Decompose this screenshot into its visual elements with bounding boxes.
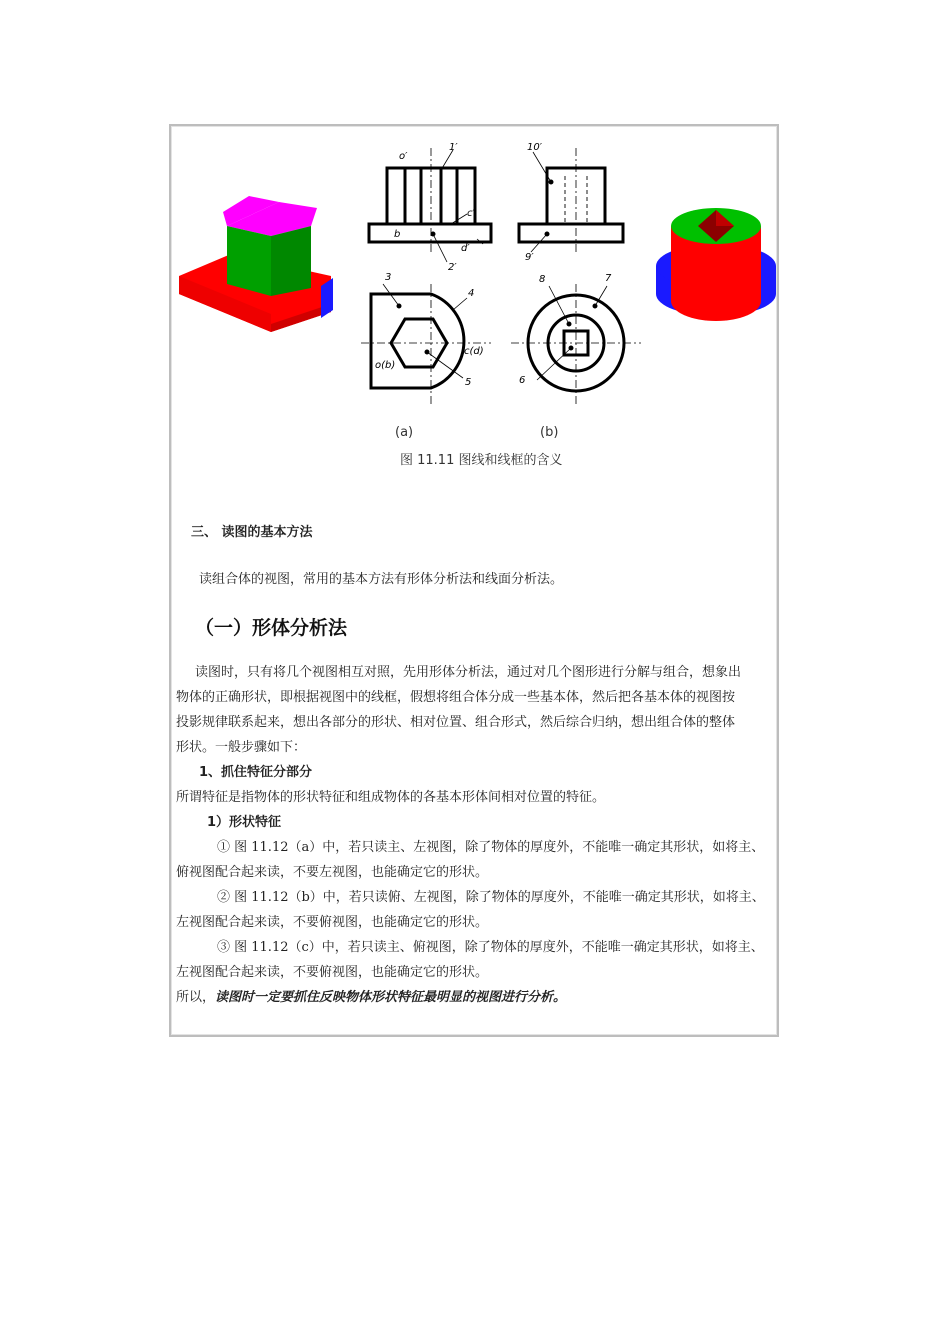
para1-line4: 形状。一般步骤如下： (176, 740, 307, 755)
label-a-4: 4 (468, 288, 475, 299)
view-b-top (511, 284, 641, 404)
label-a-2: 2′ (448, 262, 457, 273)
label-a-1: 1′ (449, 142, 458, 153)
step1-title: 1、抓住特征分部分 (199, 765, 313, 780)
step1-desc: 所谓特征是指物体的形状特征和组成物体的各基本形体间相对位置的特征。 (176, 790, 606, 805)
label-a-5: 5 (465, 377, 472, 388)
subfigure-a-label: (a) (395, 425, 414, 440)
para1-line3: 投影规律联系起来，想出各部分的形状、相对位置、组合形式，然后综合归纳，想出组合体的整体 (176, 715, 736, 730)
conclusion-prefix: 所以， (176, 990, 216, 1005)
para1-line2: 物体的正确形状，即根据视图中的线框，假想将组合体分成一些基本体，然后把各基本体的视图按 (176, 690, 736, 705)
label-a-d: d′ (461, 243, 470, 254)
figure-caption: 图 11.11 图线和线框的含义 (400, 453, 563, 468)
label-b-9: 9′ (525, 252, 534, 263)
item1-line1: ① 图 11.12（a）中，若只读主、左视图，除了物体的厚度外，不能唯一确定其形状，如将主、 (217, 840, 765, 855)
subfigure-b-label: (b) (540, 425, 559, 440)
item2-line2: 左视图配合起来读，不要俯视图，也能确定它的形状。 (176, 915, 489, 930)
heading-shape-analysis: （一）形体分析法 (195, 617, 348, 639)
label-a-c: c′ (467, 208, 475, 219)
label-a-cd: c(d) (464, 346, 484, 357)
view-a-top (361, 284, 491, 404)
item3-line1: ③ 图 11.12（c）中，若只读主、俯视图，除了物体的厚度外，不能唯一确定其形状，如将主、 (217, 940, 764, 955)
content-frame (169, 124, 779, 1037)
view-a-front (369, 148, 491, 262)
cylinder-3d-model (656, 208, 776, 321)
view-b-front (519, 148, 623, 254)
label-b-10: 10′ (527, 142, 542, 153)
label-b-8: 8 (539, 274, 546, 285)
item2-line1: ② 图 11.12（b）中，若只读俯、左视图，除了物体的厚度外，不能唯一确定其形状，如将主、 (217, 890, 765, 905)
conclusion (176, 985, 566, 1010)
label-b-6: 6 (519, 375, 526, 386)
label-a-o: o′ (399, 151, 408, 162)
item1-line2: 俯视图配合起来读，不要左视图，也能确定它的形状。 (176, 865, 489, 880)
label-b-7: 7 (605, 273, 612, 284)
sub1-title: 1）形状特征 (207, 815, 282, 830)
intro-text: 读组合体的视图，常用的基本方法有形体分析法和线面分析法。 (199, 572, 564, 587)
item3-line2: 左视图配合起来读，不要俯视图，也能确定它的形状。 (176, 965, 489, 980)
label-a-b: b (394, 229, 401, 240)
label-a-ob: o(b) (375, 360, 396, 371)
para1-line1: 读图时，只有将几个视图相互对照，先用形体分析法，通过对几个图形进行分解与组合，想象出 (195, 665, 742, 680)
section-title: 三、 读图的基本方法 (191, 525, 313, 540)
conclusion-emphasis: 读图时一定要抓住反映物体形状特征最明显的视图进行分析。 (215, 990, 567, 1005)
hex-prism-3d-model (179, 196, 333, 332)
label-a-3: 3 (385, 272, 392, 283)
figure-drawing (171, 126, 777, 456)
